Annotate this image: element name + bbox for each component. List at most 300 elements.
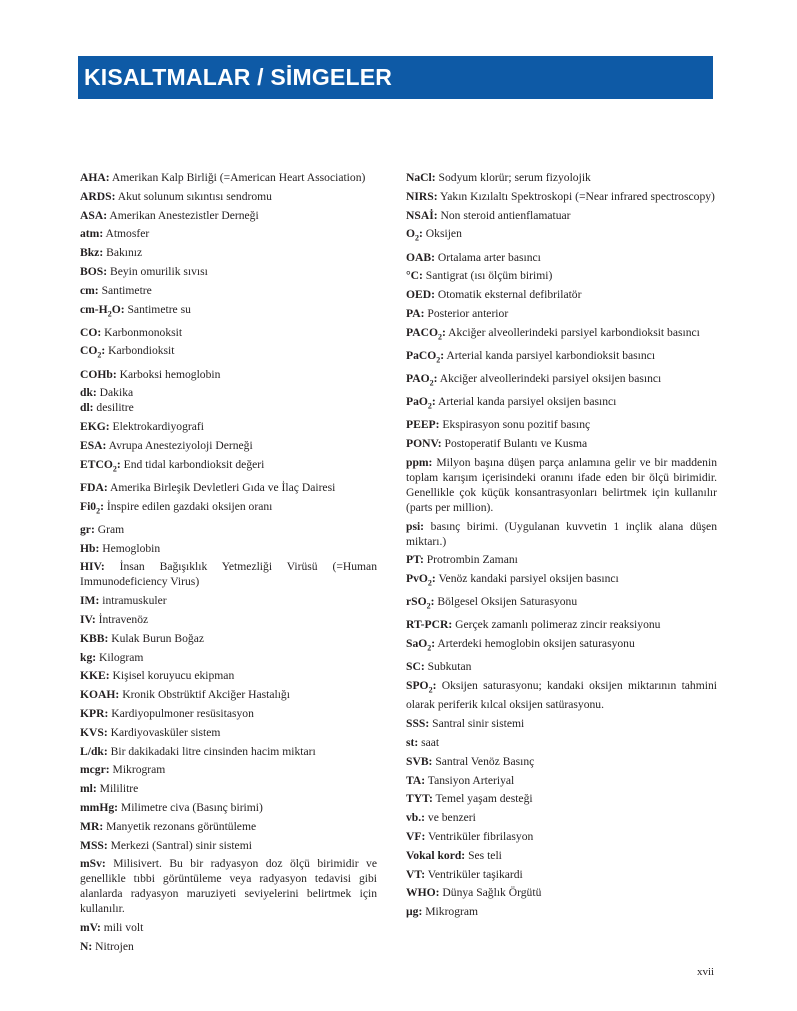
abbreviation-definition: Arterial kanda parsiyel oksijen basıncı <box>435 395 617 409</box>
term-text: VT: <box>406 867 426 881</box>
term-text: KVS: <box>80 725 108 739</box>
abbreviation-entry <box>80 264 377 279</box>
term-text: mmHg: <box>80 800 118 814</box>
abbreviation-term <box>406 679 437 695</box>
term-suffix: : <box>419 227 423 241</box>
term-suffix: : <box>431 637 436 651</box>
abbreviation-entry <box>80 593 377 608</box>
abbreviation-entry <box>80 631 377 646</box>
abbreviation-entry <box>406 659 717 674</box>
abbreviation-term <box>80 209 107 222</box>
abbreviation-entry <box>80 499 377 518</box>
abbreviation-term <box>406 595 435 611</box>
term-text: MR: <box>80 819 104 833</box>
term-text: OAB: <box>406 250 435 264</box>
term-text: vb.: <box>406 811 426 825</box>
abbreviation-term <box>80 368 117 381</box>
term-suffix: : <box>433 371 438 385</box>
abbreviation-entry <box>80 170 377 185</box>
abbreviation-definition: Dakika <box>96 386 134 400</box>
abbreviation-entry <box>406 287 717 302</box>
abbreviation-definition: Manyetik rezonans görüntüleme <box>103 819 257 833</box>
abbreviation-definition: Milisivert. Bu bir radyasyon doz ölçü birimidir ve genellikle tıbbi görüntüleme veya radyasyon tedavisi gibi alanlarda radyasyon maruziyeti seviyelerini belirtmek için kullanılır. <box>80 857 377 916</box>
term-subscript: 2 <box>427 401 432 411</box>
term-text: cm: <box>80 283 99 297</box>
term-text: WHO: <box>406 886 440 900</box>
abbreviation-entry <box>80 189 377 204</box>
abbreviation-definition: Posterior anterior <box>424 306 509 320</box>
abbreviation-entry <box>80 480 377 495</box>
abbreviation-term <box>80 613 96 626</box>
term-text: ETCO <box>80 457 113 471</box>
term-suffix: : <box>432 679 437 693</box>
abbreviation-definition: Kulak Burun Boğaz <box>108 631 204 645</box>
abbreviation-definition: Santral Venöz Basınç <box>432 754 535 768</box>
abbreviation-term <box>406 269 423 282</box>
abbreviation-term <box>80 420 110 433</box>
term-text: BOS: <box>80 264 108 278</box>
term-text: ppm: <box>406 455 433 469</box>
term-text: KPR: <box>80 706 109 720</box>
abbreviation-entry <box>406 371 717 390</box>
abbreviation-term <box>80 326 101 339</box>
abbreviation-definition: İntravenöz <box>95 612 149 626</box>
term-text: IM: <box>80 594 100 608</box>
abbreviation-entry <box>80 522 377 537</box>
term-text: °C: <box>406 269 423 283</box>
abbreviation-entry <box>406 810 717 825</box>
abbreviation-definition: Nitrojen <box>92 939 134 953</box>
term-text: ml: <box>80 782 97 796</box>
abbreviation-entry <box>80 800 377 815</box>
term-suffix: : <box>441 325 446 339</box>
abbreviation-term <box>406 811 425 824</box>
abbreviation-definition: Bakınız <box>103 246 143 260</box>
term-subscript: 2 <box>436 355 441 365</box>
abbreviation-definition: Postoperatif Bulantı ve Kusma <box>441 436 588 450</box>
abbreviation-term <box>80 782 97 795</box>
abbreviation-entry <box>80 385 377 400</box>
abbreviation-definition: mili volt <box>100 921 144 935</box>
abbreviation-term <box>406 572 436 588</box>
abbreviation-entry <box>406 170 717 185</box>
term-text: AHA: <box>80 171 110 184</box>
page-title: KISALTMALAR / SİMGELER <box>84 64 393 90</box>
abbreviations-right-column <box>406 170 717 923</box>
abbreviation-term <box>406 520 424 533</box>
abbreviation-term <box>406 830 425 843</box>
abbreviation-definition: Dünya Sağlık Örgütü <box>439 886 542 900</box>
abbreviation-definition: Yakın Kızılaltı Spektroskopi (=Near infrared spectroscopy) <box>437 189 715 203</box>
term-text: EKG: <box>80 420 110 434</box>
abbreviation-entry <box>406 716 717 731</box>
abbreviation-entry <box>80 283 377 298</box>
abbreviation-definition: Avrupa Anesteziyoloji Derneği <box>106 438 253 452</box>
abbreviation-term <box>80 688 119 701</box>
term-suffix: O: <box>111 302 125 316</box>
abbreviation-term <box>406 326 446 339</box>
abbreviation-term <box>80 523 95 536</box>
abbreviation-term <box>80 763 110 776</box>
term-text: O <box>406 227 416 241</box>
abbreviation-entry <box>80 400 377 415</box>
abbreviation-definition: Milimetre civa (Basınç birimi) <box>118 800 263 814</box>
term-text: PaCO <box>406 348 437 362</box>
section-header-bar <box>78 56 713 99</box>
term-text: PEEP: <box>406 418 440 432</box>
term-subscript: 2 <box>112 464 117 474</box>
abbreviation-entry <box>406 189 717 204</box>
abbreviation-entry <box>406 617 717 632</box>
abbreviation-definition: Mikrogram <box>422 905 479 919</box>
abbreviation-term <box>80 940 92 953</box>
term-text: TA: <box>406 773 426 787</box>
abbreviation-entry <box>80 744 377 759</box>
term-text: st: <box>406 735 419 749</box>
abbreviation-entry <box>80 706 377 721</box>
abbreviation-definition: Tansiyon Arteriyal <box>425 773 515 787</box>
term-text: atm: <box>80 227 104 241</box>
abbreviation-entry <box>80 302 377 321</box>
abbreviation-definition: Santral sinir sistemi <box>429 717 525 731</box>
abbreviation-definition: intramuskuler <box>99 594 167 608</box>
abbreviation-entry <box>406 867 717 882</box>
term-text: TYT: <box>406 792 433 806</box>
term-text: mSv: <box>80 857 106 871</box>
abbreviation-definition: Atmosfer <box>103 227 150 241</box>
term-text: µg: <box>406 905 423 919</box>
term-suffix: : <box>431 572 436 586</box>
abbreviation-term <box>80 801 118 814</box>
abbreviation-term <box>80 745 108 758</box>
abbreviation-term <box>406 660 425 673</box>
term-text: KOAH: <box>80 688 120 702</box>
abbreviation-entry <box>80 325 377 340</box>
term-text: VF: <box>406 829 426 843</box>
abbreviation-term <box>406 637 436 653</box>
abbreviation-definition: Oksijen <box>422 227 462 241</box>
abbreviation-definition: Arterial kanda parsiyel karbondioksit basıncı <box>444 348 656 362</box>
abbreviation-entry <box>406 636 717 655</box>
abbreviation-definition: saat <box>418 735 440 749</box>
abbreviation-entry <box>406 348 717 367</box>
abbreviation-entry <box>80 920 377 935</box>
abbreviation-entry <box>406 268 717 283</box>
abbreviation-definition: Kardiyovasküler sistem <box>107 725 221 739</box>
term-text: NSAİ: <box>406 208 438 222</box>
abbreviation-definition: Mikrogram <box>109 763 166 777</box>
term-text: PONV: <box>406 436 442 450</box>
term-text: SPO <box>406 679 429 693</box>
term-suffix: : <box>440 348 445 362</box>
term-subscript: 2 <box>427 643 432 653</box>
term-text: NaCl: <box>406 171 436 184</box>
abbreviation-term <box>406 618 452 631</box>
abbreviation-definition: Gram <box>94 522 125 536</box>
abbreviation-definition: Karbondioksit <box>105 344 175 358</box>
term-suffix: : <box>101 344 106 358</box>
term-text: SC: <box>406 660 425 674</box>
term-text: PA: <box>406 306 425 320</box>
abbreviation-definition: Ses teli <box>465 848 502 862</box>
abbreviation-term <box>80 594 99 607</box>
abbreviation-entry <box>406 791 717 806</box>
abbreviation-term <box>406 736 418 749</box>
abbreviation-entry <box>80 687 377 702</box>
term-suffix: : <box>430 595 435 609</box>
term-suffix: : <box>116 457 121 471</box>
term-text: PT: <box>406 553 424 567</box>
abbreviation-term <box>406 171 436 184</box>
abbreviation-definition: Santimetre su <box>124 302 191 316</box>
abbreviation-term <box>406 395 436 411</box>
abbreviation-term <box>406 348 445 365</box>
abbreviation-definition: Gerçek zamanlı polimeraz zincir reaksiyonu <box>452 618 661 632</box>
abbreviation-term <box>80 401 94 414</box>
page-number: xvii <box>697 966 715 978</box>
abbreviation-term <box>406 190 438 203</box>
abbreviation-entry <box>406 829 717 844</box>
term-text: PaO <box>406 395 428 409</box>
abbreviation-term <box>406 307 424 320</box>
abbreviation-entry <box>80 208 377 223</box>
abbreviation-entry <box>406 436 717 451</box>
abbreviation-term <box>80 246 103 259</box>
term-subscript: 2 <box>427 578 432 588</box>
abbreviation-entry <box>80 343 377 362</box>
term-text: dl: <box>80 401 94 415</box>
abbreviation-term <box>406 227 423 243</box>
abbreviation-definition: Elektrokardiyografi <box>109 420 204 434</box>
term-text: COHb: <box>80 367 117 381</box>
term-text: CO: <box>80 325 102 339</box>
term-subscript: 2 <box>97 350 102 360</box>
term-text: SaO <box>406 637 428 651</box>
abbreviation-term <box>406 868 425 881</box>
term-subscript: 2 <box>428 685 433 695</box>
term-text: SSS: <box>406 717 430 731</box>
abbreviation-definition: Kardiyopulmoner resüsitasyon <box>108 706 254 720</box>
term-text: cm-H <box>80 302 108 316</box>
abbreviation-term <box>80 820 103 833</box>
abbreviation-definition: Akut solunum sıkıntısı sendromu <box>115 189 272 203</box>
abbreviation-definition: Akciğer alveollerindeki parsiyel karbondioksit basıncı <box>445 325 700 339</box>
abbreviation-definition: Otomatik eksternal defibrilatör <box>434 288 582 302</box>
abbreviation-entry <box>80 438 377 453</box>
abbreviation-entry <box>406 848 717 863</box>
abbreviation-term <box>80 171 110 184</box>
abbreviation-term <box>406 456 432 469</box>
abbreviation-term <box>406 209 438 222</box>
abbreviation-definition: Santimetre <box>98 283 152 297</box>
abbreviation-term <box>406 437 442 450</box>
abbreviation-definition: ve benzeri <box>425 811 476 825</box>
term-text: SVB: <box>406 754 433 768</box>
term-subscript: 2 <box>437 332 442 341</box>
abbreviation-entry <box>80 939 377 954</box>
term-subscript: 2 <box>96 506 101 515</box>
abbreviation-term <box>406 717 429 730</box>
abbreviation-entry <box>406 417 717 432</box>
abbreviation-definition: Hemoglobin <box>99 541 161 555</box>
abbreviation-term <box>80 921 101 934</box>
abbreviation-term <box>406 755 432 768</box>
abbreviation-term <box>80 542 99 555</box>
term-text: KBB: <box>80 631 109 645</box>
abbreviation-entry <box>406 571 717 590</box>
abbreviation-term <box>80 726 108 739</box>
abbreviation-term <box>406 905 422 918</box>
abbreviation-entry <box>80 650 377 665</box>
abbreviation-definition: Temel yaşam desteği <box>432 792 533 806</box>
abbreviation-entry <box>406 325 717 344</box>
abbreviation-definition: Akciğer alveollerindeki parsiyel oksijen basıncı <box>437 371 662 385</box>
abbreviation-term <box>80 839 108 852</box>
abbreviation-definition: Venöz kandaki parsiyel oksijen basıncı <box>435 572 619 586</box>
term-text: Fi0 <box>80 499 97 513</box>
abbreviation-term <box>406 288 435 301</box>
term-subscript: 2 <box>415 233 420 243</box>
term-subscript: 2 <box>429 378 434 388</box>
term-text: MSS: <box>80 838 108 852</box>
term-text: Bkz: <box>80 246 104 260</box>
abbreviation-term <box>80 500 104 513</box>
abbreviation-entry <box>80 725 377 740</box>
abbreviation-term <box>406 792 433 805</box>
abbreviation-term <box>80 707 108 720</box>
abbreviation-term <box>80 303 125 316</box>
abbreviation-entry <box>80 856 377 916</box>
term-text: mV: <box>80 921 101 935</box>
term-text: dk: <box>80 386 97 400</box>
abbreviation-term <box>406 553 424 566</box>
abbreviation-definition: Sodyum klorür; serum fizyolojik <box>435 171 591 184</box>
abbreviation-entry <box>406 394 717 413</box>
abbreviation-definition: Kişisel koruyucu ekipman <box>109 669 235 683</box>
abbreviation-entry <box>406 773 717 788</box>
abbreviation-entry <box>80 457 377 476</box>
abbreviation-term <box>80 669 110 682</box>
abbreviation-definition: İnsan Bağışıklık Yetmezliği Virüsü (=Human Immunodeficiency Virus) <box>80 560 377 589</box>
term-text: RT-PCR: <box>406 618 453 632</box>
abbreviation-definition: Protrombin Zamanı <box>423 553 518 567</box>
abbreviation-entry <box>406 754 717 769</box>
abbreviation-definition: Kilogram <box>96 650 144 664</box>
term-text: kg: <box>80 650 97 664</box>
abbreviation-entry <box>406 250 717 265</box>
term-text: PvO <box>406 572 428 586</box>
abbreviation-definition: End tidal karbondioksit değeri <box>120 457 265 471</box>
abbreviation-entry <box>80 541 377 556</box>
abbreviation-definition: Mililitre <box>96 782 139 796</box>
term-suffix: : <box>431 395 436 409</box>
term-text: ARDS: <box>80 189 116 203</box>
term-text: OED: <box>406 288 435 302</box>
abbreviation-term <box>80 344 106 360</box>
term-text: ASA: <box>80 208 108 222</box>
abbreviation-term <box>80 457 121 474</box>
term-text: psi: <box>406 519 425 533</box>
abbreviation-definition: İnspire edilen gazdaki oksijen oranı <box>103 499 273 513</box>
abbreviation-entry <box>80 668 377 683</box>
abbreviation-term <box>406 886 440 899</box>
term-text: L/dk: <box>80 744 108 758</box>
term-text: gr: <box>80 522 95 536</box>
term-suffix: : <box>100 499 104 513</box>
abbreviation-definition: Bir dakikadaki litre cinsinden hacim miktarı <box>107 744 316 758</box>
abbreviation-entry <box>80 226 377 241</box>
abbreviation-entry <box>406 678 717 712</box>
abbreviation-definition: basınç birimi. (Uygulanan kuvvetin 1 inçlik alana düşen miktarı.) <box>406 519 717 548</box>
abbreviation-entry <box>406 455 717 515</box>
abbreviation-entry <box>406 208 717 223</box>
abbreviation-term <box>80 227 103 240</box>
abbreviation-entry <box>80 367 377 382</box>
abbreviation-entry <box>80 762 377 777</box>
abbreviation-term <box>80 560 105 573</box>
abbreviation-entry <box>406 519 717 549</box>
abbreviation-entry <box>406 735 717 750</box>
abbreviation-term <box>406 849 465 862</box>
abbreviation-term <box>80 386 97 399</box>
abbreviation-definition: Karbonmonoksit <box>101 325 183 339</box>
abbreviation-term <box>80 857 106 870</box>
abbreviation-entry <box>406 594 717 613</box>
abbreviation-definition: Amerikan Anestezistler Derneği <box>107 208 259 222</box>
abbreviation-entry <box>80 781 377 796</box>
abbreviation-definition: Ventriküler fibrilasyon <box>425 829 534 843</box>
abbreviation-definition: Karboksi hemoglobin <box>116 367 221 381</box>
term-text: IV: <box>80 612 96 626</box>
abbreviation-entry <box>80 819 377 834</box>
abbreviation-term <box>80 265 107 278</box>
term-text: PAO <box>406 371 430 385</box>
abbreviation-term <box>406 774 425 787</box>
abbreviation-definition: Milyon başına düşen parça anlamına gelir ve bir maddenin toplam karışım içerisindeki oranını ifade eden bir ölçü birimidir. Genellikle çok küçük konsantrasyonları belirtmek için kullanılır (parts per million). <box>406 455 717 514</box>
abbreviation-entry <box>406 904 717 919</box>
term-text: ESA: <box>80 438 107 452</box>
abbreviations-left-column <box>80 170 377 958</box>
term-text: mcgr: <box>80 763 110 777</box>
term-text: KKE: <box>80 669 110 683</box>
abbreviation-term <box>80 190 115 203</box>
abbreviation-term <box>80 284 99 297</box>
abbreviation-definition: Bölgesel Oksijen Saturasyonu <box>434 595 578 609</box>
abbreviation-entry <box>80 419 377 434</box>
term-text: CO <box>80 344 98 358</box>
abbreviation-entry <box>406 552 717 567</box>
term-text: PACO <box>406 325 438 339</box>
abbreviation-definition: Arterdeki hemoglobin oksijen saturasyonu <box>435 637 635 651</box>
abbreviation-term <box>406 371 438 388</box>
abbreviation-term <box>80 651 96 664</box>
term-text: HIV: <box>80 560 105 574</box>
abbreviation-definition: Beyin omurilik sıvısı <box>107 264 208 278</box>
abbreviation-definition: Subkutan <box>424 660 472 674</box>
abbreviation-definition: Oksijen saturasyonu; kandaki oksijen miktarının tahmini olarak periferik kılcal oksijen satürasyonu. <box>406 679 717 712</box>
abbreviation-term <box>80 481 108 494</box>
abbreviation-entry <box>80 838 377 853</box>
term-text: NIRS: <box>406 189 438 203</box>
abbreviation-entry <box>80 245 377 260</box>
abbreviation-term <box>80 439 106 452</box>
abbreviation-entry <box>406 306 717 321</box>
abbreviation-definition: Kronik Obstrüktif Akciğer Hastalığı <box>119 688 290 702</box>
abbreviation-entry <box>406 226 717 245</box>
abbreviation-definition: Ortalama arter basıncı <box>434 250 541 264</box>
abbreviation-term <box>406 251 435 264</box>
term-text: N: <box>80 939 93 953</box>
